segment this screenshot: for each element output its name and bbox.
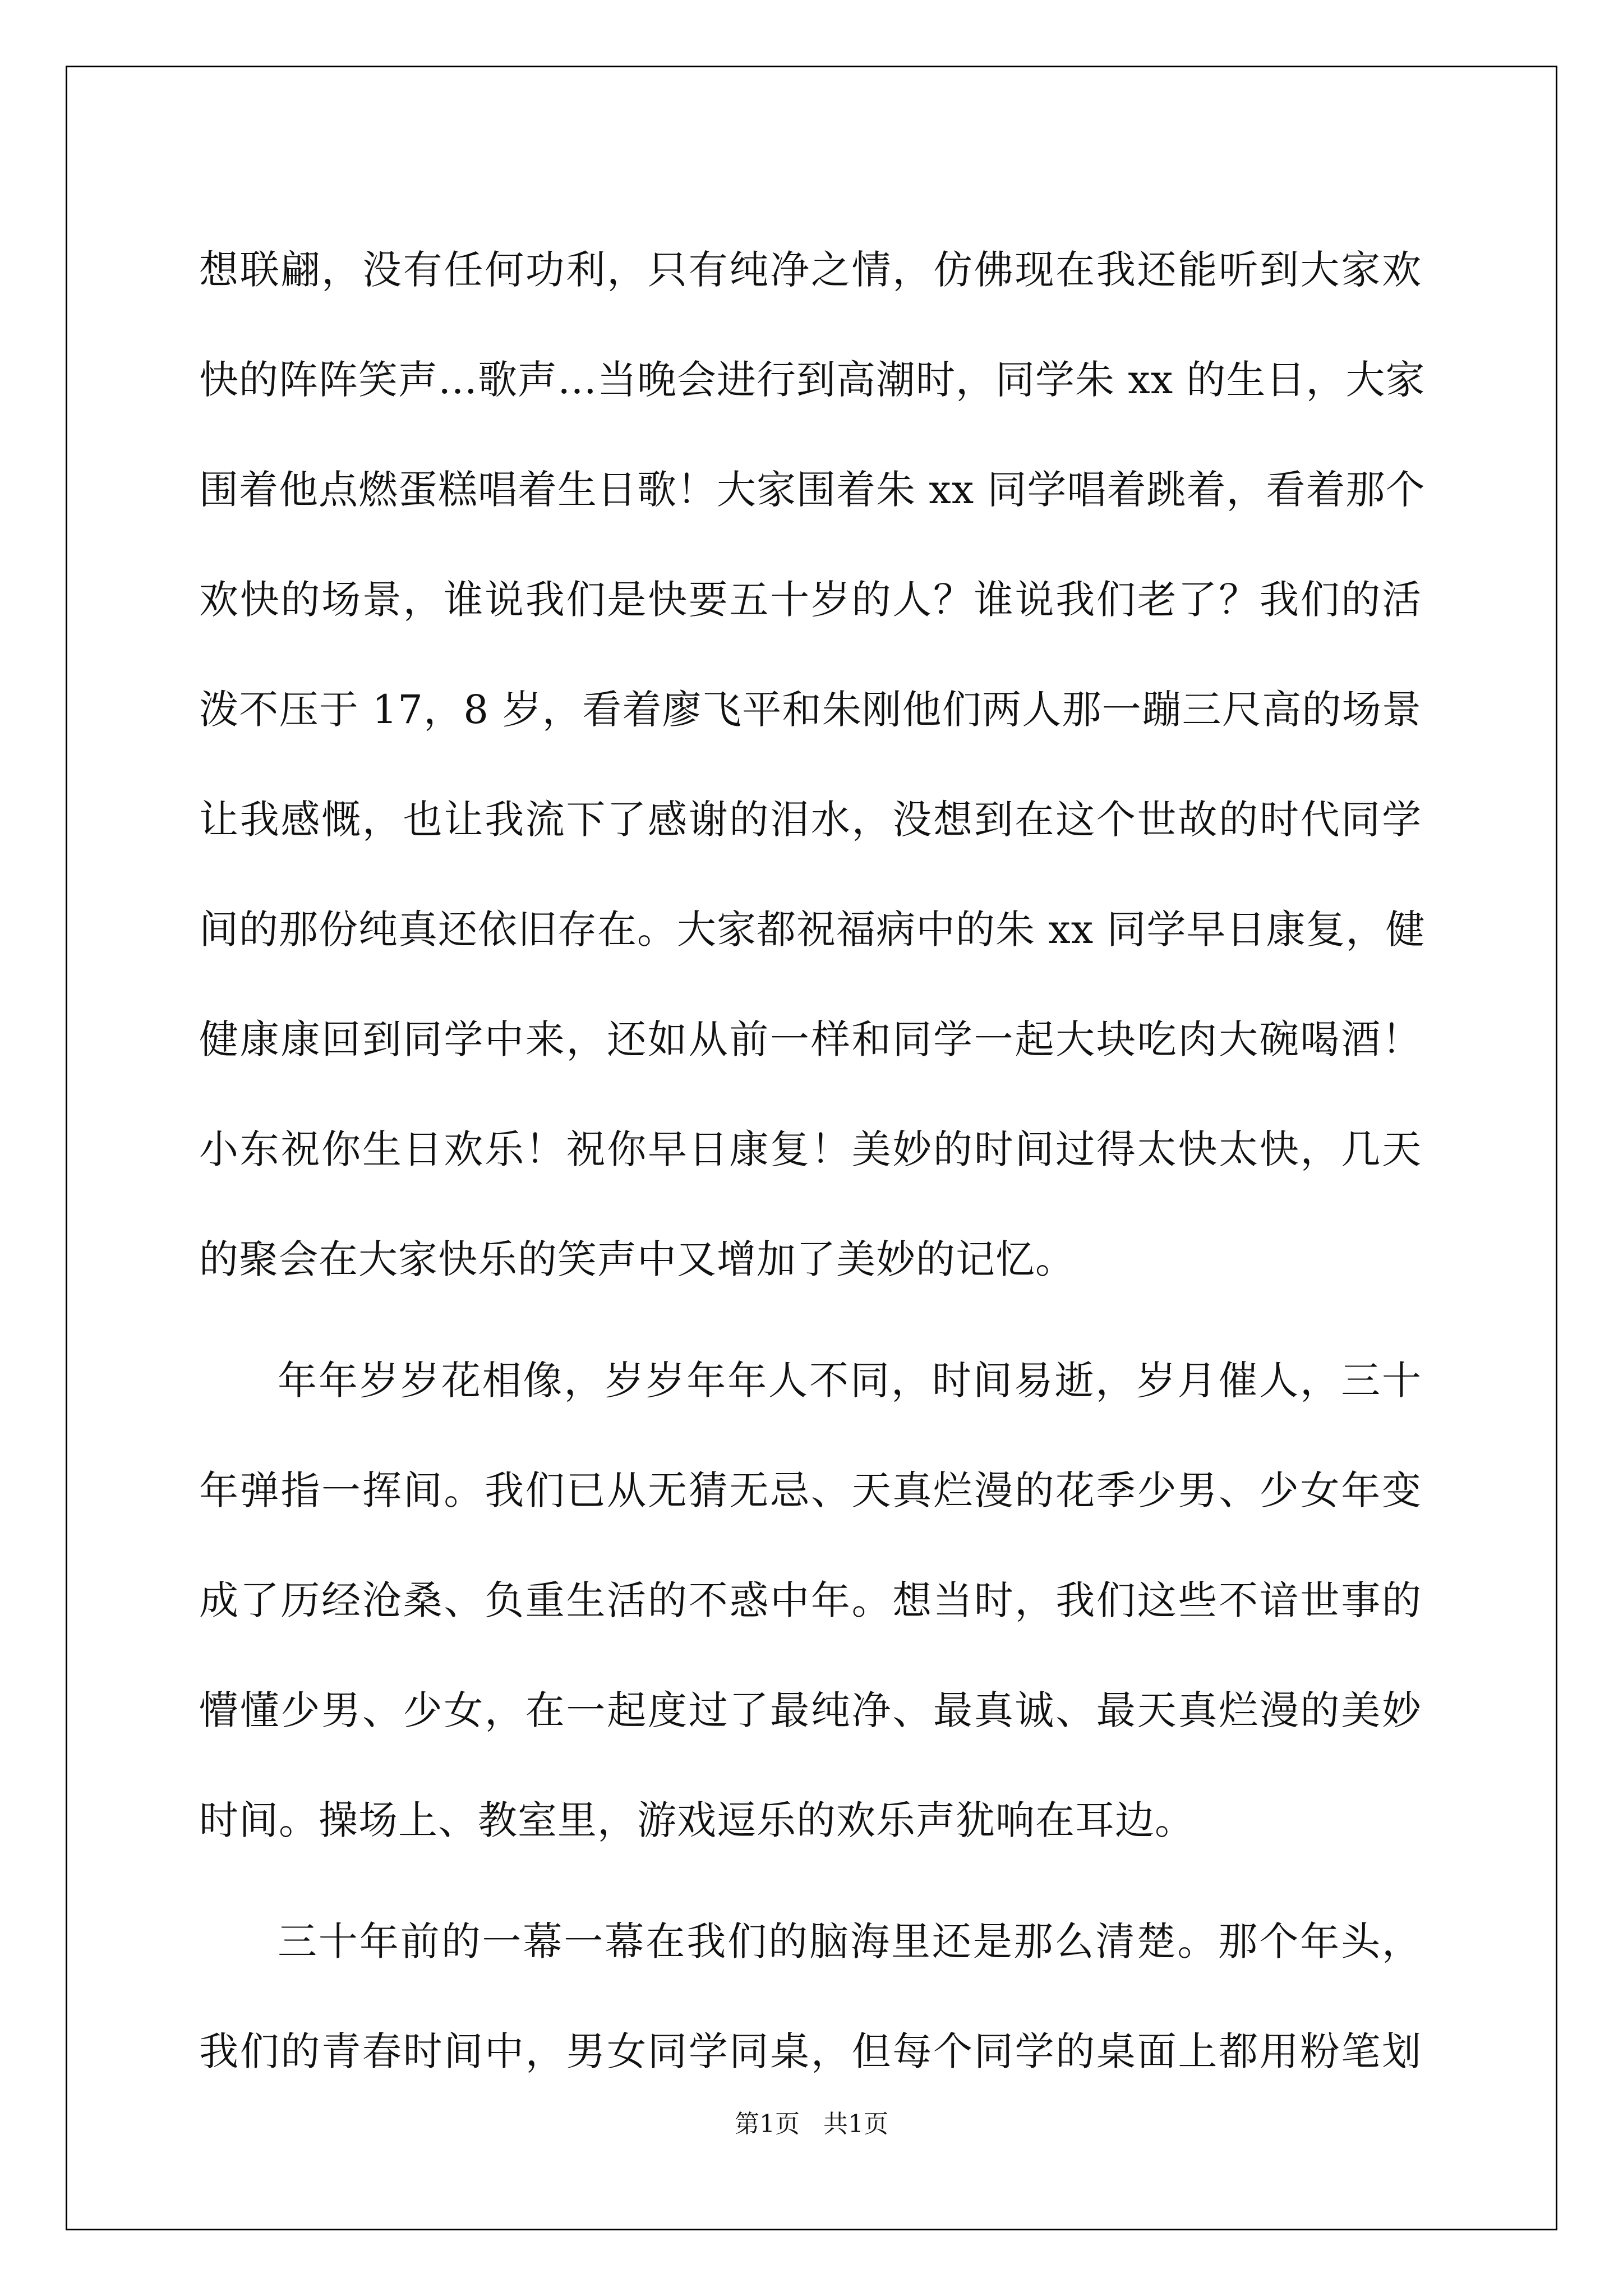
page-footer: 第1页 共1页 (735, 2110, 888, 2138)
text-line: 快的阵阵笑声…歌声…当晚会进行到高潮时，同学朱 xx 的生日，大家 (199, 357, 1426, 403)
text-line: 想联翩，没有任何功利，只有纯净之情，仿佛现在我还能听到大家欢 (199, 247, 1422, 293)
text-line: 泼不压于 17，8 岁，看着廖飞平和朱刚他们两人那一蹦三尺高的场景 (199, 687, 1422, 733)
text-line: 我们的青春时间中，男女同学同桌，但每个同学的桌面上都用粉笔划 (199, 2028, 1422, 2074)
paragraph (199, 1326, 1422, 1875)
document-body (199, 215, 1426, 2106)
text-line: 围着他点燃蛋糕唱着生日歌！大家围着朱 xx 同学唱着跳着，看着那个 (199, 467, 1426, 513)
text-line: 年年岁岁花相像，岁岁年年人不同，时间易逝，岁月催人，三十 (278, 1358, 1422, 1404)
text-line: 小东祝你生日欢乐！祝你早日康复！美妙的时间过得太快太快，几天 (199, 1126, 1422, 1172)
text-line: 健康康回到同学中来，还如从前一样和同学一起大块吃肉大碗喝酒！ (199, 1016, 1422, 1062)
text-line: 时间。操场上、教室里，游戏逗乐的欢乐声犹响在耳边。 (199, 1797, 1195, 1843)
text-line: 年弹指一挥间。我们已从无猜无忌、天真烂漫的花季少男、少女年变 (199, 1467, 1422, 1513)
paragraph (199, 1887, 1422, 2106)
text-line: 三十年前的一幕一幕在我们的脑海里还是那么清楚。那个年头， (278, 1918, 1422, 1964)
text-line: 间的那份纯真还依旧存在。大家都祝福病中的朱 xx 同学早日康复，健 (199, 907, 1426, 953)
text-line: 懵懂少男、少女，在一起度过了最纯净、最真诚、最天真烂漫的美妙 (199, 1687, 1422, 1733)
text-line: 让我感慨，也让我流下了感谢的泪水，没想到在这个世故的时代同学 (199, 797, 1422, 843)
paragraph (199, 215, 1426, 1314)
text-line: 成了历经沧桑、负重生活的不惑中年。想当时，我们这些不谙世事的 (199, 1577, 1422, 1623)
text-line: 欢快的场景，谁说我们是快要五十岁的人？谁说我们老了？我们的活 (199, 577, 1422, 623)
text-line: 的聚会在大家快乐的笑声中又增加了美妙的记忆。 (199, 1236, 1075, 1282)
